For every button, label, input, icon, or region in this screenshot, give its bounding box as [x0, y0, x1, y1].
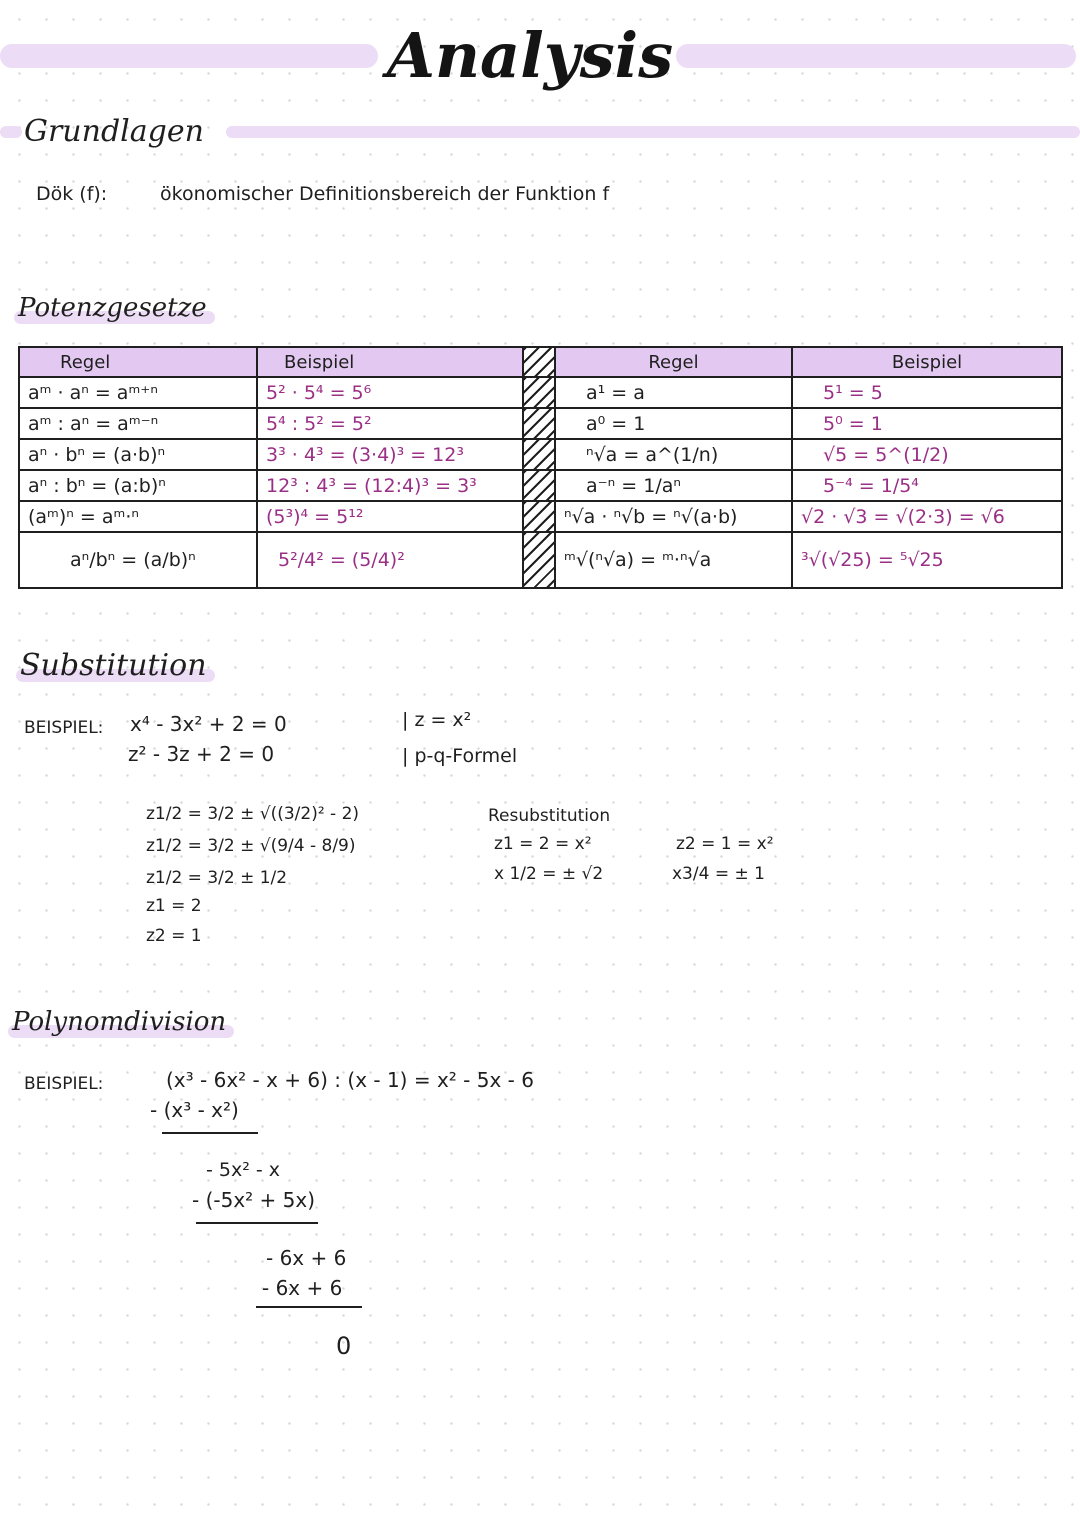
header-regel-1: Regel: [19, 347, 257, 377]
title-band-right: [676, 44, 1076, 68]
header-beispiel-2: Beispiel: [792, 347, 1062, 377]
pq-step-3: z1/2 = 3/2 ± 1/2: [146, 868, 288, 888]
example-cell: √5 = 5^(1/2): [792, 439, 1062, 470]
rule-cell: aⁿ/bⁿ = (a/b)ⁿ: [19, 532, 257, 588]
rule-cell: a¹ = a: [555, 377, 792, 408]
polynomdivision-heading: Polynomdivision: [12, 1002, 226, 1042]
grundlagen-band: [226, 126, 1080, 138]
pq-step-2: z1/2 = 3/2 ± √(9/4 - 8/9): [146, 836, 356, 856]
example-cell: 5⁴ : 5² = 5²: [257, 408, 523, 439]
page-title: Analysis: [386, 19, 674, 92]
potenzgesetze-heading: Potenzgesetze: [18, 288, 207, 328]
substitution-note2: | p-q-Formel: [402, 745, 518, 767]
division-line-5: - 6x + 6: [262, 1276, 343, 1300]
rule-cell: a⁰ = 1: [555, 408, 792, 439]
resubstitution-3: z2 = 1 = x²: [676, 834, 774, 854]
example-cell: 12³ : 4³ = (12:4)³ = 3³: [257, 470, 523, 501]
header-regel-2: Regel: [555, 347, 792, 377]
division-rule-3: [256, 1306, 362, 1308]
example-cell: ³√(√25) = ⁵√25: [792, 532, 1062, 588]
table-row: [19, 377, 1062, 408]
rule-cell: ⁿ√a · ⁿ√b = ⁿ√(a·b): [555, 501, 792, 532]
rule-cell: aᵐ : aⁿ = aᵐ⁻ⁿ: [19, 408, 257, 439]
polynomdivision-label: BEISPIEL:: [24, 1074, 104, 1094]
division-line-2: - 5x² - x: [206, 1159, 281, 1181]
rule-cell: (aᵐ)ⁿ = aᵐ·ⁿ: [19, 501, 257, 532]
substitution-note1: | z = x²: [402, 709, 472, 731]
rule-cell: a⁻ⁿ = 1/aⁿ: [555, 470, 792, 501]
division-rule-2: [196, 1222, 318, 1224]
example-cell: 5¹ = 5: [792, 377, 1062, 408]
example-cell: 5⁰ = 1: [792, 408, 1062, 439]
resubstitution-2: x 1/2 = ± √2: [494, 864, 604, 884]
example-cell: 5⁻⁴ = 1/5⁴: [792, 470, 1062, 501]
table-row: [19, 439, 1062, 470]
example-cell: 5² · 5⁴ = 5⁶: [257, 377, 523, 408]
rule-cell: aⁿ · bⁿ = (a·b)ⁿ: [19, 439, 257, 470]
resubstitution-4: x3/4 = ± 1: [672, 864, 765, 884]
header-beispiel-1: Beispiel: [257, 347, 523, 377]
potenzgesetze-table: [18, 346, 1063, 589]
rule-cell: aⁿ : bⁿ = (a:b)ⁿ: [19, 470, 257, 501]
hatch-divider: [523, 347, 555, 377]
example-cell: 5²/4² = (5/4)²: [257, 532, 523, 588]
rule-cell: aᵐ · aⁿ = aᵐ⁺ⁿ: [19, 377, 257, 408]
division-line-4: - 6x + 6: [266, 1246, 347, 1270]
division-line-1: - (x³ - x²): [150, 1098, 239, 1122]
division-remainder: 0: [336, 1332, 352, 1360]
pq-step-1: z1/2 = 3/2 ± √((3/2)² - 2): [146, 804, 360, 824]
table-row: [19, 470, 1062, 501]
division-rule-1: [162, 1132, 258, 1134]
title-band-left: [0, 44, 378, 68]
resubstitution-title: Resubstitution: [488, 806, 611, 826]
substitution-label: BEISPIEL:: [24, 718, 104, 738]
table-header-row: [19, 347, 1062, 377]
table-row: [19, 501, 1062, 532]
dok-term: Dök (f):: [36, 183, 108, 205]
table-row: [19, 532, 1062, 588]
example-cell: (5³)⁴ = 5¹²: [257, 501, 523, 532]
rule-cell: ᵐ√(ⁿ√a) = ᵐ·ⁿ√a: [555, 532, 792, 588]
table-row: [19, 408, 1062, 439]
rule-cell: ⁿ√a = a^(1/n): [555, 439, 792, 470]
resubstitution-1: z1 = 2 = x²: [494, 834, 592, 854]
dok-definition: ökonomischer Definitionsbereich der Funktion f: [160, 183, 610, 205]
pq-step-4: z1 = 2: [146, 896, 202, 916]
pq-step-5: z2 = 1: [146, 926, 202, 946]
polynomdivision-equation: (x³ - 6x² - x + 6) : (x - 1) = x² - 5x - 6: [166, 1068, 534, 1092]
example-cell: 3³ · 4³ = (3·4)³ = 12³: [257, 439, 523, 470]
substitution-eq2: z² - 3z + 2 = 0: [128, 742, 275, 766]
example-cell: √2 · √3 = √(2·3) = √6: [792, 501, 1062, 532]
substitution-eq1: x⁴ - 3x² + 2 = 0: [130, 712, 287, 736]
division-line-3: - (-5x² + 5x): [192, 1188, 316, 1212]
substitution-heading: Substitution: [20, 646, 207, 686]
grundlagen-heading: Grundlagen: [24, 114, 204, 149]
grundlagen-band-left: [0, 126, 22, 138]
